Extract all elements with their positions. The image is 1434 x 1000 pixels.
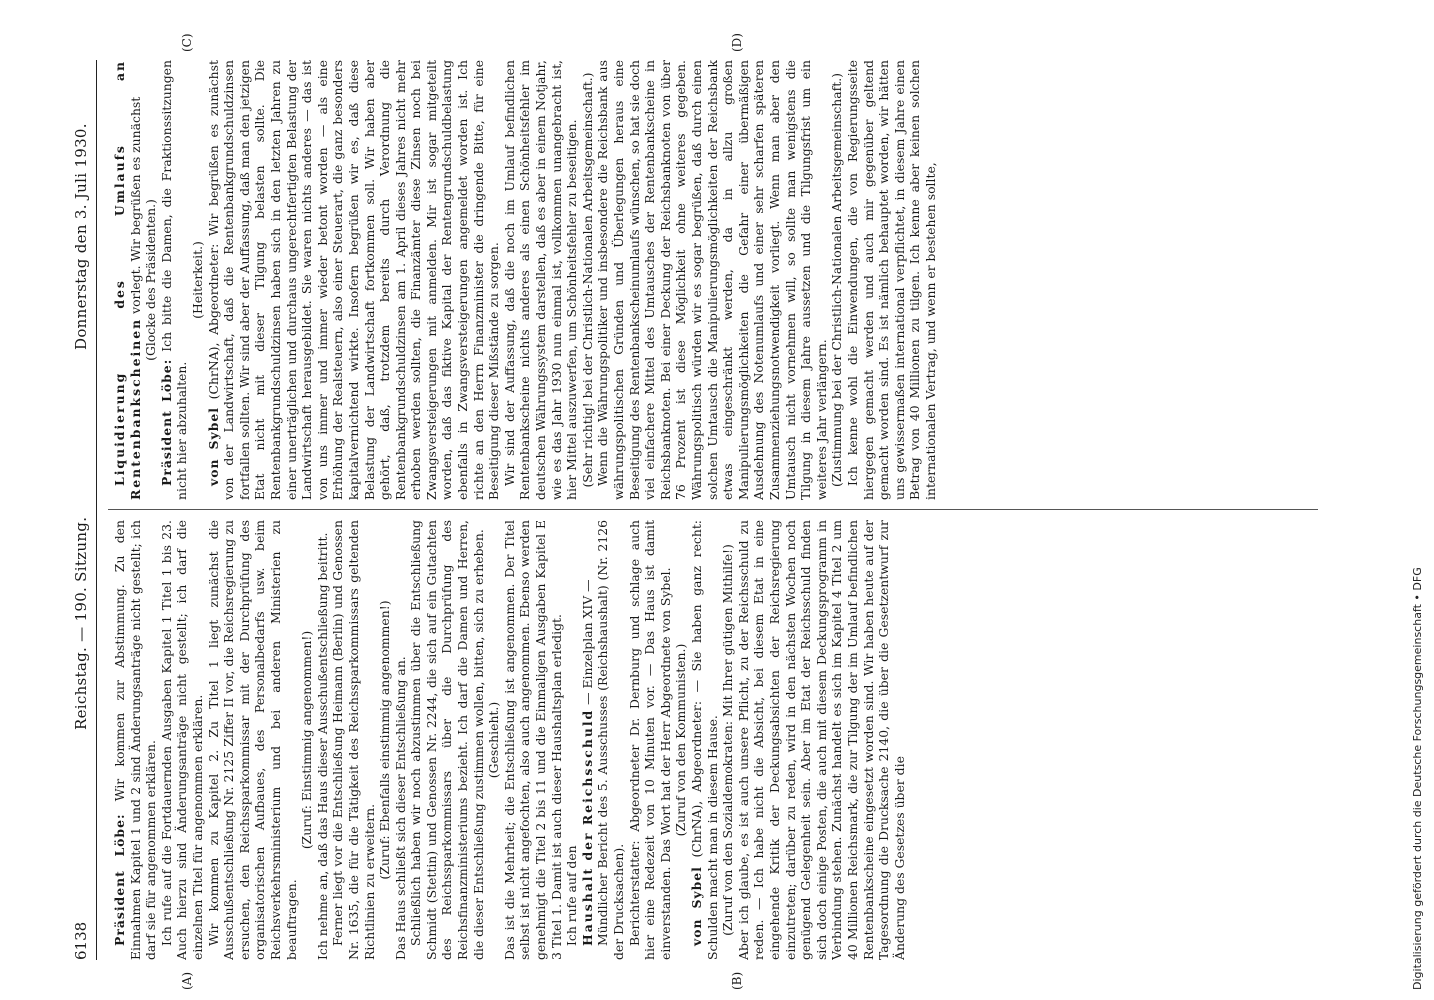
speaker-name: Präsident Löbe: xyxy=(112,813,127,946)
header-rule xyxy=(96,60,97,960)
dfg-credit-text: Digitalisierung gefördert durch die Deutsche Forschungsgemeinschaft • DFG xyxy=(1411,567,1424,990)
margin-label-a: (A) xyxy=(180,971,194,990)
session-title: Reichstag. — 190. Sitzung. xyxy=(72,516,90,730)
paragraph-text: vorlegt. Wir begrüßen es zunächst xyxy=(127,96,143,318)
margin-label-c: (C) xyxy=(180,33,194,52)
paragraph xyxy=(673,520,689,960)
paragraph-text: Berichterstatter: Abgeordneter Dr. Dernburg und schlage auch hier eine Redezeit von 10 Minuten vor. — Das Haus ist damit einverstanden. Das Wort hat der Herr Abgeordnete von Sybel. xyxy=(626,520,673,960)
paragraph xyxy=(595,520,626,960)
left-column xyxy=(112,520,1312,960)
paragraph-text: Wir kommen zu Kapitel 2. Zu Titel 1 liegt zunächst die Ausschußentschließung Nr. 2125 Ziffer II vor, die Reichsregierung zu ersuchen, den Reichssparkommissar mit der Durchprüfung des organisatorischen Aufbaues, des Personalbedarfs usw. beim Reichsverkehrsministerium und bei anderen Ministerien zu beauftragen. xyxy=(205,520,299,960)
interjection: (Zuruf: Einstimmig angenommen!) xyxy=(299,630,315,850)
paragraph-text: Ich nehme an, daß das Haus dieser Ausschußentschließung beitritt. xyxy=(314,532,330,960)
page-number: 6138 xyxy=(72,921,90,960)
paragraph-text: Ich rufe auf die Fortdauernden Ausgaben Kapitel 1 Titel 1 bis 23. Auch hierzu sind Änderungsanträge nicht gestellt; ich darf die einzelnen Titel für angenommen erklären. xyxy=(158,520,205,960)
bold-heading: Haushalt der Reichsschuld xyxy=(579,708,595,946)
interjection: (Geschieht.) xyxy=(486,701,502,779)
paragraph xyxy=(408,520,486,960)
paragraph xyxy=(159,60,190,500)
paragraph xyxy=(112,520,159,960)
paragraph-text: Ich rufe auf den xyxy=(564,845,580,946)
paragraph xyxy=(190,60,206,500)
margin-label-d: (D) xyxy=(730,33,744,52)
interjection: (Zuruf: Ebenfalls einstimmig angenommen!) xyxy=(377,600,393,880)
paragraph-text: Wir sind der Auffassung, daß die noch im Umlauf befindlichen Rentenbankscheine nichts anderes als einen Schönheitsfehler im deutschen Währungssystem darstellen, daß es aber in einem Notjahr, wie es das Jahr 1930 nun einmal ist, vollkommen unangebracht ist, hier Mittel auszuwerfen, um Schönheitsfehler zu beseitigen. xyxy=(501,60,580,500)
paragraph-text: Wir kommen zur Abstimmung. Zu den Einnahmen Kapitel 1 und 2 sind Änderungsanträge nicht gestellt; ich darf sie für angenommen erklären. xyxy=(112,520,159,960)
paragraph xyxy=(393,520,409,960)
paragraph xyxy=(736,520,908,960)
paragraph xyxy=(829,60,845,500)
rotated-page xyxy=(60,0,1370,1000)
bold-heading: Liquidierung des Umlaufs an Rentenbankscheinen xyxy=(112,60,143,500)
interjection: (Sehr richtig! bei der Christlich-Nationalen Arbeitsgemeinschaft.) xyxy=(579,72,595,488)
speaker-name: von Sybel xyxy=(688,866,704,946)
session-date: Donnerstag den 3. Juli 1930. xyxy=(72,123,90,350)
paragraph-text: Das ist die Mehrheit; die Entschließung ist angenommen. Der Titel selbst ist nicht angefochten, also auch angenommen. Ebenso werden genehmigt die Titel 2 bis 11 und die Einmaligen Ausgaben Kapitel E 3 Titel 1. Damit ist auch dieser Haushaltsplan erledigt. xyxy=(501,520,564,960)
digitization-credit-strip xyxy=(1407,0,1434,1000)
paragraph xyxy=(720,520,736,960)
interjection: (Glocke des Präsidenten.) xyxy=(143,199,159,361)
paragraph xyxy=(580,520,596,960)
paragraph xyxy=(502,60,580,500)
speaker-name: Präsident Löbe: xyxy=(158,358,174,486)
paragraph xyxy=(580,60,596,500)
paragraph xyxy=(143,60,159,500)
paragraph-text: — Einzelplan XIV — xyxy=(579,579,595,709)
paragraph-text: (ChrNA), Abgeordneter: Wir begrüßen es zunächst von der Landwirtschaft, daß die Rentenbankgrundschuldzinsen fortfallen sollten. Wir sind aber der Auffassung, daß man den jetzigen Etat nicht mit dieser Tilgung belasten sollte. Die Rentenbankgrundschuldzinsen haben sich in den letzten Jahren zu einer unerträglichen und durchaus ungerechtfertigten Belastung der Landwirtschaft herausgebildet. Sie waren nichts anderes — das ist von uns immer und immer wieder betont worden — als eine Erhöhung der Realsteuern, also einer Steuerart, die ganz besonders kapitalvernichtend wirkte. Insofern begrüßen wir es, daß diese Belastung der Landwirtschaft fortkommen soll. Wir haben aber gehört, daß, trotzdem bereits durch Verordnung die Rentenbankgrundschuldzinsen am 1. April dieses Jahres nicht mehr erhoben werden sollten, die Finanzämter diese Zinsen noch bei Zwangsversteigerungen mit anmelden. Mir ist sogar mitgeteilt worden, daß das fiktive Kapital der Rentengrundschuldbelastung ebenfalls in Zwangsversteigerungen angemeldet worden ist. Ich richte an den Herrn Finanzminister die dringende Bitte, für eine Beseitigung dieser Mißstände zu sorgen. xyxy=(205,60,502,500)
paragraph xyxy=(299,520,315,960)
paragraph xyxy=(330,520,377,960)
column-rule xyxy=(108,509,1318,510)
paragraph xyxy=(377,520,393,960)
paragraph xyxy=(206,60,502,500)
paragraph xyxy=(486,520,502,960)
paragraph xyxy=(689,520,720,960)
right-column xyxy=(112,60,1312,500)
paragraph xyxy=(206,520,300,960)
paragraph xyxy=(845,60,939,500)
paragraph-text: Ich kenne wohl die Einwendungen, die von Regierungsseite hiergegen gemacht werden und auch mir gegenüber geltend gemacht worden sind. Es ist nämlich behauptet worden, wir hätten uns gewissermaßen international verpflichtet, in diesem Jahre einen Betrag von 40 Millionen zu tilgen. Ich kenne aber keinen solchen internationalen Vertrag, und wenn er bestehen sollte, xyxy=(844,60,938,500)
paragraph-text: Ich bitte die Damen, die Fraktionssitzungen nicht hier abzuhalten. xyxy=(158,60,190,500)
interjection: (Zustimmung bei der Christlich-Nationalen Arbeitsgemeinschaft.) xyxy=(829,73,845,488)
paragraph xyxy=(627,520,674,960)
paragraph xyxy=(564,520,580,960)
paragraph-text: Schließlich haben wir noch abzustimmen über die Entschließung Schmidt (Stettin) und Genossen Nr. 2244, die sich auf ein Gutachten des Reichssparkommissars über die Durchprüfung des Reichsfinanzministeriums bezieht. Ich darf die Damen und Herren, die dieser Entschließung zustimmen wollen, bitten, sich zu erheben. xyxy=(408,520,486,960)
paragraph xyxy=(159,520,206,960)
paragraph xyxy=(315,520,331,960)
paragraph xyxy=(595,60,829,500)
paragraph xyxy=(502,520,564,960)
interjection: (Heiterkeit.) xyxy=(189,241,205,319)
paragraph-text: Wenn die Währungspolitiker und insbesondere die Reichsbank aus währungspolitischen Gründen und Überlegungen heraus eine Beseitigung des Rentenbankscheinumlaufs wünschen, so hat sie doch viel einfachere Mittel des Umtausches der Rentenbankscheine in Reichsbanknoten. Bei einer Deckung der Reichsbanknoten von über 76 Prozent ist diese Möglichkeit ohne weiteres gegeben. Währungspolitisch würden wir es sogar begrüßen, daß durch einen solchen Umtausch die Manipulierungsmöglichkeiten der Reichsbank etwas eingeschränkt werden, da in allzu großen Manipulierungsmöglichkeiten die Gefahr einer übermäßigen Ausdehnung des Notenumlaufs und einer sehr scharfen späteren Zusammenziehungsnotwendigkeit vorliegt. Wenn man aber den Umtausch nicht vornehmen will, so sollte man wenigstens die Tilgung in diesem Jahre aussetzen und die Tilgungsfrist um ein weiteres Jahr verlängern. xyxy=(595,60,829,500)
margin-label-b: (B) xyxy=(730,971,744,990)
paragraph-text: Aber ich glaube, es ist auch unsere Pflicht, zu der Reichsschuld zu reden. — Ich habe nicht die Absicht, bei diesem Etat in eine eingehende Kritik der Deckungsabsichten der Reichsregierung einzutreten; darüber zu reden, wird in den nächsten Wochen noch genügend Gelegenheit sein. Aber im Etat der Reichsschuld finden sich doch einige Posten, die auch mit diesem Deckungsprogramm in Verbindung stehen. Zunächst handelt es sich im Kapitel 4 Titel 2 um 40 Millionen Reichsmark, die zur Tilgung der im Umlauf befindlichen Rentenbankscheine eingesetzt worden sind. Wir haben heute auf der Tagesordnung die Drucksache 2140, die über die Gesetzentwurf zur Änderung des Gesetzes über die xyxy=(735,520,907,960)
paragraph-text: Mündlicher Bericht des 5. Ausschusses (Reichshaushalt) (Nr. 2126 der Drucksachen). xyxy=(595,520,626,960)
interjection: (Zuruf von den Kommunisten.) xyxy=(673,643,689,837)
paragraph-text: Ferner liegt vor die Entschließung Heimann (Berlin) und Genossen Nr. 1635, die für die Tätigkeit des Reichssparkommissars geltenden Richtlinien zu erweitern. xyxy=(330,520,377,960)
paragraph-text: (ChrNA), Abgeordneter: — Sie haben ganz recht: Schulden macht man in diesem Hause. xyxy=(688,520,720,960)
speaker-name: von Sybel xyxy=(205,407,221,486)
running-head xyxy=(68,60,94,960)
interjection: (Zuruf von den Sozialdemokraten: Mit Ihrer gütigen Mithilfe!) xyxy=(720,544,736,936)
paragraph-text: Das Haus schließt sich dieser Entschließung an. xyxy=(392,656,408,960)
paragraph xyxy=(112,60,143,500)
